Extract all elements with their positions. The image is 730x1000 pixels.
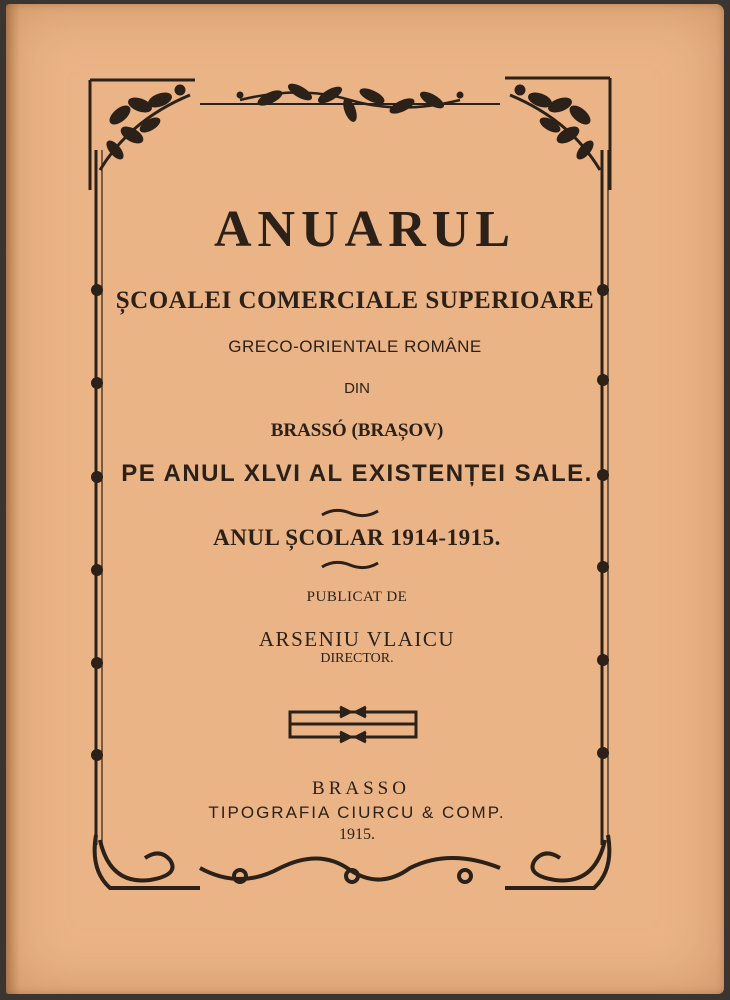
printer-name: TIPOGRAFIA CIURCU & COMP. xyxy=(208,803,506,822)
arrow-ornament-icon xyxy=(290,707,416,742)
edition-line: PE ANUL XLVI AL EXISTENȚEI SALE. xyxy=(121,460,593,487)
vine-ornament-icon xyxy=(237,81,463,123)
published-by: PUBLICAT DE xyxy=(306,589,408,605)
city-name: BRASSÓ (BRAȘOV) xyxy=(270,420,444,441)
publisher-city: BRASSO xyxy=(312,778,410,799)
cover-title: ANUARUL xyxy=(214,201,516,258)
author-role: DIRECTOR. xyxy=(320,651,394,666)
author-name: ARSENIU VLAICU xyxy=(258,627,456,651)
preposition: DIN xyxy=(344,380,370,397)
school-name: ȘCOALEI COMERCIALE SUPERIOARE xyxy=(115,287,595,314)
floral-corner-icon xyxy=(100,85,190,170)
denomination: GRECO-ORIENTALE ROMÂNE xyxy=(228,337,482,356)
school-year: ANUL ȘCOLAR 1914-1915. xyxy=(213,525,501,550)
publication-year: 1915. xyxy=(339,826,375,843)
floral-corner-icon xyxy=(510,85,600,170)
